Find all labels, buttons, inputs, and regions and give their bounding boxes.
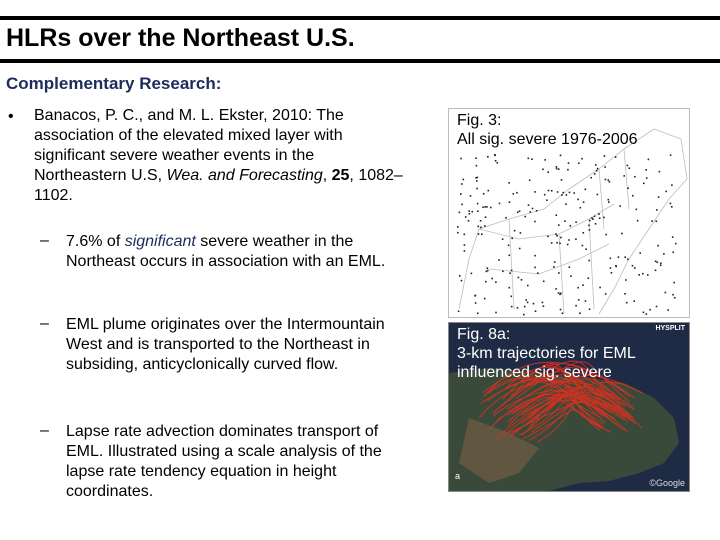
report-dot [534, 191, 536, 193]
report-dot [525, 299, 527, 301]
report-dot [639, 252, 641, 254]
report-dot [588, 277, 590, 279]
report-dot [674, 297, 676, 299]
report-dot [618, 256, 620, 258]
report-dot [517, 307, 519, 309]
report-dot [568, 239, 570, 241]
report-dot [657, 245, 659, 247]
report-dot [487, 267, 489, 269]
report-dot [517, 212, 519, 214]
report-dot [543, 281, 545, 283]
report-dot [673, 282, 675, 284]
report-dot [643, 312, 645, 314]
fig8a-caption-line1: Fig. 8a: [457, 326, 511, 343]
fig8a-caption [457, 325, 636, 382]
hysplit-watermark: HYSPLIT [655, 325, 685, 332]
report-dot [508, 245, 510, 247]
report-dot [656, 209, 658, 211]
report-dot [534, 267, 536, 269]
report-dot [490, 207, 492, 209]
report-dot [608, 179, 610, 181]
report-dot [461, 183, 463, 185]
report-dot [629, 167, 631, 169]
report-dot [583, 232, 585, 234]
report-dot [505, 217, 507, 219]
report-dot [511, 296, 513, 298]
report-dot [544, 194, 546, 196]
report-dot [627, 165, 629, 167]
report-dot [672, 294, 674, 296]
report-dot [546, 199, 548, 201]
report-dot [558, 272, 560, 274]
report-dot [610, 267, 612, 269]
report-dot [577, 287, 579, 289]
report-dot [588, 225, 590, 227]
report-dot [651, 220, 653, 222]
report-dot [632, 195, 634, 197]
report-dot [534, 255, 536, 257]
report-dot [595, 164, 597, 166]
title-top-rule [0, 16, 720, 20]
report-dot [537, 272, 539, 274]
report-dot [486, 271, 488, 273]
report-dot [531, 158, 533, 160]
report-dot [487, 156, 489, 158]
report-dot [464, 234, 466, 236]
report-dot [569, 266, 571, 268]
report-dot [665, 292, 667, 294]
report-dot [511, 306, 513, 308]
report-dot [513, 193, 515, 195]
report-dot [535, 310, 537, 312]
report-dot [608, 201, 610, 203]
report-dot [638, 274, 640, 276]
report-dot [582, 284, 584, 286]
report-dot [486, 206, 488, 208]
report-dot [647, 274, 649, 276]
report-dot [527, 302, 529, 304]
report-dot [670, 154, 672, 156]
report-dot [558, 292, 560, 294]
report-dot [561, 179, 563, 181]
fig8a-caption-line2: 3-km trajectories for EML [457, 345, 636, 362]
report-dot [523, 314, 525, 316]
report-dot [547, 236, 549, 238]
report-dot [482, 207, 484, 209]
reference-authors: Banacos, P. C., and M. L. Ekster, 2010: The association of the elevated mixed layer with significant severe weather events in the Northeastern U.S, [34, 107, 344, 184]
report-dot [565, 203, 567, 205]
report-dot [649, 309, 651, 311]
report-dot [457, 232, 459, 234]
reference-pages: 1082–1102. [34, 167, 403, 204]
report-dot [470, 195, 472, 197]
report-dot [498, 259, 500, 261]
report-dot [534, 221, 536, 223]
reference-citation [34, 106, 404, 206]
report-dot [460, 158, 462, 160]
report-dot [672, 252, 674, 254]
report-dot [580, 207, 582, 209]
report-dot [520, 232, 522, 234]
report-dot [566, 194, 568, 196]
report-dot [475, 302, 477, 304]
report-dot [621, 233, 623, 235]
report-dot [468, 210, 470, 212]
reference-sep1: , [322, 167, 332, 184]
complementary-research-heading: Complementary Research: [6, 74, 222, 93]
report-dot [609, 181, 611, 183]
report-dot [481, 233, 483, 235]
report-dot [497, 162, 499, 164]
title-bottom-rule [0, 59, 720, 63]
report-dot [556, 235, 558, 237]
report-dot [542, 169, 544, 171]
report-dot [487, 270, 489, 272]
report-dot [611, 272, 613, 274]
report-dot [642, 273, 644, 275]
report-dot [560, 309, 562, 311]
subpoint-1-pre: 7.6% of [66, 233, 125, 250]
report-dot [514, 230, 516, 232]
fig8a-panel-letter: a [455, 471, 461, 481]
dash-marker-3: – [40, 422, 49, 439]
report-dot [581, 158, 583, 160]
report-dot [585, 300, 587, 302]
report-dot [657, 262, 659, 264]
report-dot [475, 157, 477, 159]
report-dot [555, 288, 557, 290]
report-dot [491, 278, 493, 280]
report-dot [645, 169, 647, 171]
reference-volume: 25 [331, 167, 350, 184]
report-dot [464, 250, 466, 252]
report-dot [527, 285, 529, 287]
report-dot [469, 213, 471, 215]
report-dot [597, 194, 599, 196]
report-dot [519, 210, 521, 212]
report-dot [577, 199, 579, 201]
report-dot [558, 168, 560, 170]
report-dot [485, 216, 487, 218]
report-dot [477, 210, 479, 212]
report-dot [476, 180, 478, 182]
report-dot [556, 168, 558, 170]
report-dot [599, 217, 601, 219]
report-dot [624, 293, 626, 295]
report-dot [636, 209, 638, 211]
subpoint-1-emphasis: significant [124, 233, 196, 250]
report-dot [589, 308, 591, 310]
report-dot [594, 216, 596, 218]
report-dot [495, 160, 497, 162]
report-dot [458, 311, 460, 313]
bullet-marker: • [8, 108, 14, 125]
report-dot [597, 168, 599, 170]
report-dot [634, 176, 636, 178]
report-dot [610, 258, 612, 260]
report-dot [575, 305, 577, 307]
report-dot [595, 223, 597, 225]
report-dot [605, 293, 607, 295]
report-dot [567, 169, 569, 171]
report-dot [623, 175, 625, 177]
report-dot [508, 182, 510, 184]
report-dot [604, 166, 606, 168]
report-dot [461, 204, 463, 206]
report-dot [499, 203, 501, 205]
report-dot [575, 221, 577, 223]
report-dot [519, 248, 521, 250]
report-dot [556, 242, 558, 244]
report-dot [521, 279, 523, 281]
report-dot [599, 287, 601, 289]
report-dot [564, 220, 566, 222]
report-dot [626, 302, 628, 304]
report-dot [590, 177, 592, 179]
slide-title: HLRs over the Northeast U.S. [6, 24, 355, 52]
google-credit: ©Google [649, 478, 685, 488]
report-dot [589, 229, 591, 231]
report-dot [525, 216, 527, 218]
report-dot [495, 312, 497, 314]
report-dot [670, 203, 672, 205]
report-dot [619, 205, 621, 207]
report-dot [656, 221, 658, 223]
fig8a-caption-line3: influenced sig. severe [457, 364, 612, 381]
report-dot [460, 193, 462, 195]
report-dot [656, 306, 658, 308]
report-dot [567, 244, 569, 246]
report-dot [502, 271, 504, 273]
report-dot [675, 243, 677, 245]
report-dot [468, 220, 470, 222]
report-dot [655, 261, 657, 263]
report-dot [560, 293, 562, 295]
report-dot [530, 211, 532, 213]
report-dot [533, 303, 535, 305]
report-dot [585, 189, 587, 191]
report-dot [658, 196, 660, 198]
report-dot [598, 213, 600, 215]
report-dot [556, 166, 558, 168]
report-dot [494, 155, 496, 157]
report-dot [457, 226, 459, 228]
report-dot [615, 265, 617, 267]
report-dot [559, 243, 561, 245]
report-dot [633, 300, 635, 302]
report-dot [480, 227, 482, 229]
reference-journal: Wea. and Forecasting [166, 167, 323, 184]
report-dot [463, 179, 465, 181]
report-dot [528, 158, 530, 160]
report-dot [459, 212, 461, 214]
report-dot [459, 275, 461, 277]
report-dot [551, 242, 553, 244]
report-dot [524, 306, 526, 308]
report-dot [547, 171, 549, 173]
report-dot [591, 217, 593, 219]
report-dot [646, 177, 648, 179]
report-dot [637, 220, 639, 222]
report-dot [511, 270, 513, 272]
subpoint-1-post: severe weather in the Northeast occurs in association with an EML. [66, 233, 386, 270]
report-dot [488, 190, 490, 192]
report-dot [509, 255, 511, 257]
report-dot [632, 265, 634, 267]
report-dot [478, 226, 480, 228]
report-dot [568, 162, 570, 164]
fig8a-trajectory-map [448, 322, 690, 492]
report-dot [477, 203, 479, 205]
report-dot [671, 184, 673, 186]
report-dot [484, 225, 486, 227]
report-dot [667, 309, 669, 311]
report-dot [579, 312, 581, 314]
report-dot [665, 191, 667, 193]
dash-marker-1: – [40, 232, 49, 249]
report-dot [578, 162, 580, 164]
report-dot [578, 299, 580, 301]
subpoint-3: Lapse rate advection dominates transport of EML. Illustrated using a scale analysis of the lapse rate tendency equation in height coordinates. [66, 423, 382, 500]
subpoint-1 [66, 232, 411, 272]
report-dot [588, 260, 590, 262]
report-dot [615, 156, 617, 158]
report-dot [553, 266, 555, 268]
report-dot [608, 199, 610, 201]
report-dot [643, 183, 645, 185]
subpoint-2: EML plume originates over the Intermountain West and is transported to the Northeast in subsiding, anticyclonically curved flow. [66, 316, 385, 373]
report-dot [484, 206, 486, 208]
report-dot [605, 234, 607, 236]
dash-marker-2: – [40, 315, 49, 332]
report-dot [569, 192, 571, 194]
report-dot [596, 170, 598, 172]
report-dot [672, 236, 674, 238]
fig3-caption-line1: Fig. 3: [457, 112, 502, 129]
report-dot [461, 280, 463, 282]
report-dot [478, 233, 480, 235]
report-dot [562, 192, 564, 194]
report-dot [557, 191, 559, 193]
report-dot [509, 272, 511, 274]
report-dot [495, 281, 497, 283]
report-dot [660, 263, 662, 265]
report-dot [582, 245, 584, 247]
report-dot [560, 155, 562, 157]
report-dot [603, 217, 605, 219]
report-dot [558, 224, 560, 226]
report-dot [480, 220, 482, 222]
report-dot [575, 238, 577, 240]
report-dot [556, 214, 558, 216]
report-dot [663, 253, 665, 255]
report-dot [465, 216, 467, 218]
report-dot [476, 165, 478, 167]
report-dot [536, 210, 538, 212]
report-dot [583, 201, 585, 203]
report-dot [570, 225, 572, 227]
report-dot [532, 208, 534, 210]
fig3-report-dots [457, 154, 677, 315]
report-dot [589, 220, 591, 222]
report-dot [561, 194, 563, 196]
report-dot [625, 279, 627, 281]
report-dot [555, 233, 557, 235]
report-dot [477, 313, 479, 315]
report-dot [570, 275, 572, 277]
report-dot [605, 179, 607, 181]
report-dot [509, 201, 511, 203]
report-dot [648, 159, 650, 161]
fig3-caption [457, 111, 638, 149]
report-dot [659, 171, 661, 173]
report-dot [511, 238, 513, 240]
report-dot [528, 204, 530, 206]
report-dot [543, 305, 545, 307]
report-dot [624, 256, 626, 258]
report-dot [483, 193, 485, 195]
report-dot [471, 211, 473, 213]
report-dot [585, 248, 587, 250]
report-dot [509, 287, 511, 289]
report-dot [634, 267, 636, 269]
report-dot [544, 159, 546, 161]
report-dot [464, 244, 466, 246]
report-dot [594, 173, 596, 175]
report-dot [560, 237, 562, 239]
report-dot [627, 187, 629, 189]
report-dot [604, 155, 606, 157]
report-dot [475, 177, 477, 179]
report-dot [562, 313, 564, 315]
fig3-caption-line2: All sig. severe 1976-2006 [457, 131, 638, 148]
report-dot [471, 273, 473, 275]
report-dot [646, 313, 648, 315]
report-dot [548, 190, 550, 192]
report-dot [485, 281, 487, 283]
report-dot [551, 190, 553, 192]
fig3-report-map [448, 108, 690, 318]
report-dot [529, 180, 531, 182]
report-dot [660, 265, 662, 267]
report-dot [542, 302, 544, 304]
report-dot [655, 270, 657, 272]
report-dot [518, 277, 520, 279]
report-dot [476, 188, 478, 190]
report-dot [554, 261, 556, 263]
report-dot [573, 192, 575, 194]
report-dot [671, 206, 673, 208]
report-dot [502, 238, 504, 240]
report-dot [516, 192, 518, 194]
report-dot [484, 298, 486, 300]
report-dot [474, 295, 476, 297]
reference-sep2: , [349, 167, 354, 184]
report-dot [627, 259, 629, 261]
